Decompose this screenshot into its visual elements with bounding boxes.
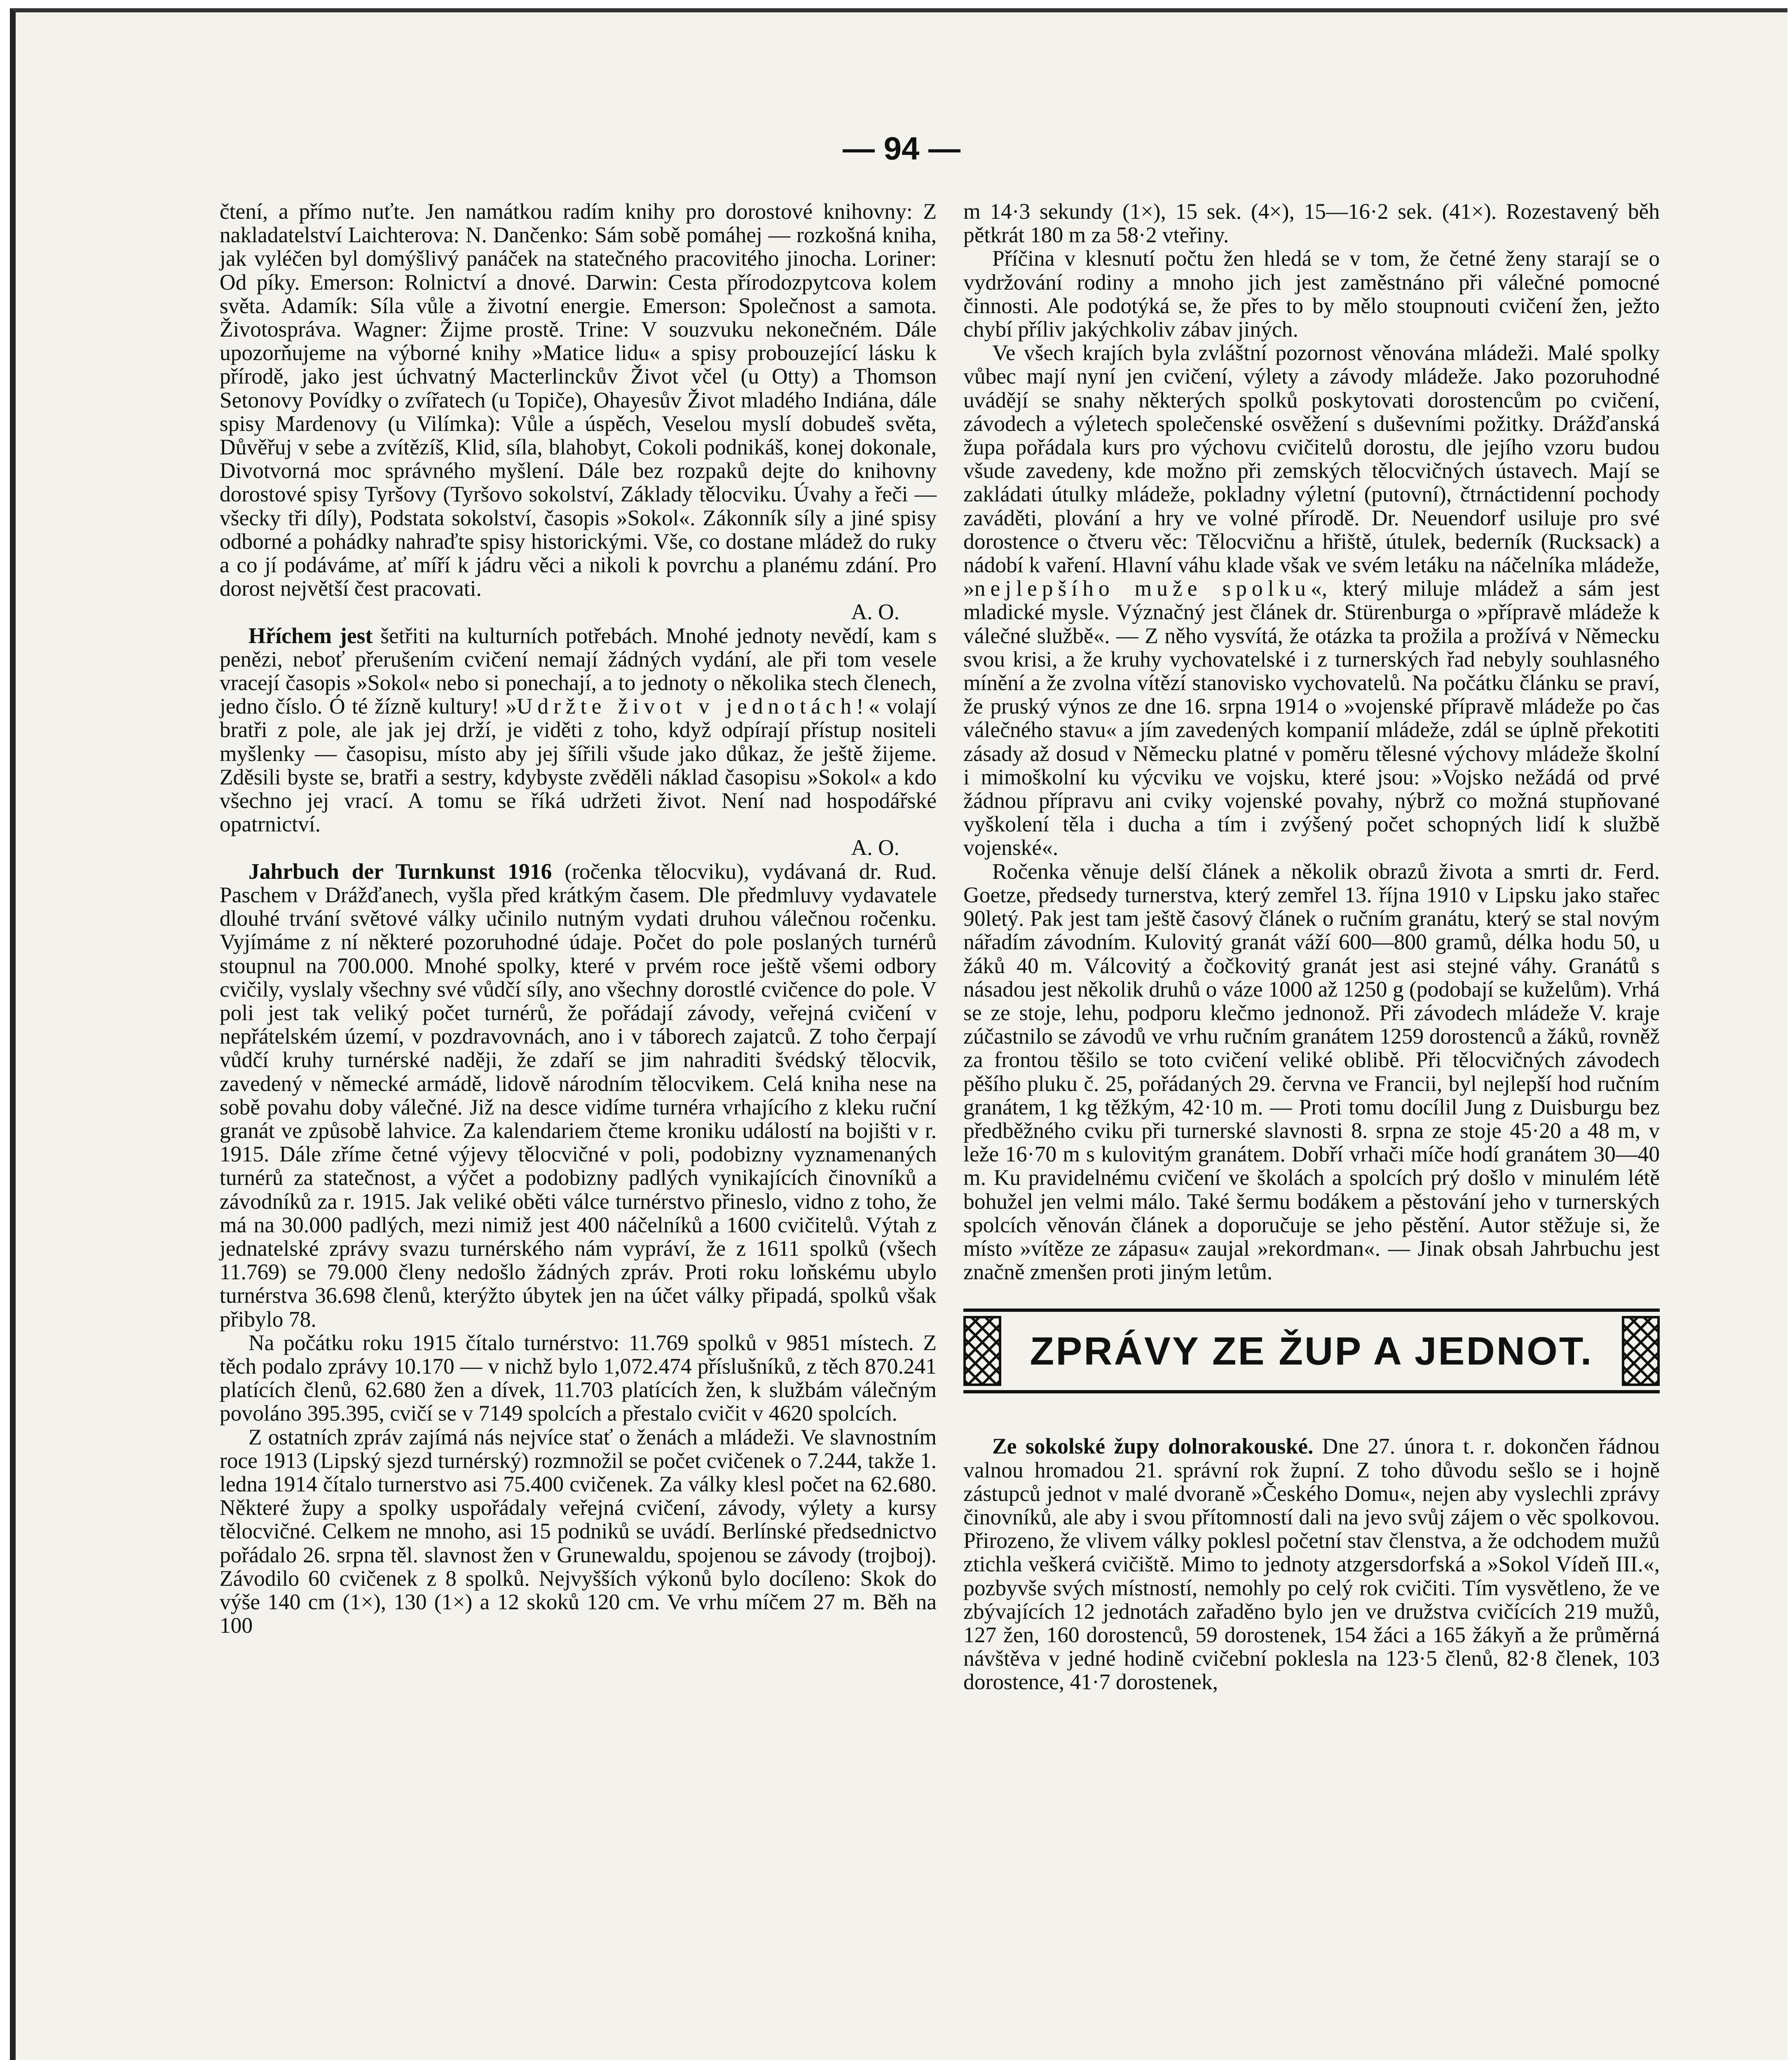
- paragraph-women-youth: Z ostatních zpráv zajímá nás nejvíce stať o ženách a mládeži. Ve slavnostním roce 1913 (Lipský sjezd turnérský) rozmnožil se počet cvičenek o 7.244, takže 1. ledna 1914 čítalo turnerstvo asi 75.400 cvičenek. Za války klesl počet na 62.680. Některé župy a spolky uspořádaly veřejná cvičení, závody, výlety a kursy tělocvičné. Celkem ne mnoho, asi 15 podniků se uvádí. Berlínské předsednictvo pořádalo 26. srpna těl. slavnost žen v Grunewaldu, spojenou se závody (trojboj). Závodilo 60 cvičenek z 8 spolků. Nejvyšších výkonů bylo docíleno: Skok do výše 140 cm (1×), 130 (1×) a 12 skoků 120 cm. Ve vrhu míčem 27 m. Běh na 100: [220, 1424, 937, 1638]
- paragraph-jahrbuch: [220, 860, 937, 1331]
- paragraph-text: « volají bratři z pole, ale jak jej drží, je viděti z toho, když odpírají přístup nositeli myšlenky — časopisu, místo aby jej šířili všude jako důkaz, že ještě žijeme. Zděsili byste se, bratři a sestry, kdybyste zvěděli náklad časopisu »Sokol« a kdo všechno jej vrací. A tomu se říká udržeti život. Není nad hospodářské opatrnictví.: [220, 694, 937, 837]
- lead-phrase: Jahrbuch der Turnkunst 1916: [248, 859, 552, 884]
- paragraph-text: (ročenka tělocviku), vydávaná dr. Rud. Paschem v Drážďanech, vyšla před krátkým časem. Dle předmluvy vydavatele dlouhé trvání světové války učinilo nutným vydati druhou válečnou ročenku. Vyjímáme z ní některé pozoruhodné údaje. Počet do pole poslaných turnérů stoupnul na 700.000. Mnohé spolky, které v prvém roce ještě všemi odbory cvičily, vyslaly všechny své vůdčí síly, ano všechny dorostlé cvičence do pole. V poli jest tak veliký počet turnérů, že pořádají závody, veřejná cvičení v nepřátelském území, v pozdravovnách, ano i v táborech zajatců. Z toho čerpají vůdčí kruhy turnérské naději, že zdaří se jim nahraditi švédský tělocvik, zavedený v německé armádě, lidově národním tělocvikem. Celá kniha nese na sobě povahu doby válečné. Již na desce vidíme turnéra vrhajícího z kleku ruční granát ve způsobě lahvice. Za kalendariem čteme kroniku událostí na bojišti v r. 1915. Dále zříme četné výjevy tělocvičné v poli, podobizny vyznamenaných turnérů za statečnost, a výčet a podobizny padlých vynikajících činovníků a závodníků za r. 1915. Jak veliké oběti válce turnérstvo přineslo, vidno z toho, že má na 30.000 padlých, mezi nimiž jest 400 náčelníků a 1600 cvičitelů. Výtah z jednatelské zprávy svazu turnérského nám vypráví, že z 1611 spolků (všech 11.769) se 79.000 členy nedošlo žádných zpráv. Proti roku loňskému ubylo turnérstva 36.698 členů, kterýžto úbytek jen na účet války připadá, spolků však přibylo 78.: [220, 859, 937, 1332]
- spaced-phrase: Udržte život v jednotách!: [516, 694, 869, 719]
- lead-phrase: Hříchem jest: [248, 623, 373, 648]
- right-column: [963, 200, 1660, 1694]
- paragraph-continuation: m 14·3 sekundy (1×), 15 sek. (4×), 15—16·2 sek. (41×). Rozestavený běh pětkrát 180 m za 58·2 vteřiny.: [963, 199, 1660, 248]
- paragraph-youth-attention: [963, 341, 1660, 859]
- ornament-right-icon: [1622, 1316, 1660, 1386]
- paragraph-statistics: Na počátku roku 1915 čítalo turnérstvo: 11.769 spolků v 9851 místech. Z těch podalo zprávy 10.170 — v nichž bylo 1,072.474 příslušníků, z těch 870.241 platících členů, 62.680 žen a dívek, 11.703 platících žen, k službám válečným povoláno 395.395, cvičí se v 7149 spolcích a přestalo cvičit v 4620 spolcích.: [220, 1330, 937, 1426]
- section-title: ZPRÁVY ZE ŽUP A JEDNOT.: [1030, 1329, 1593, 1373]
- paragraph-text: «, který miluje mládež a sám jest mladické mysle. Význačný jest článek dr. Stürenburga o »přípravě mládeže k válečné službě«. — Z něho vysvítá, že otázka ta prožila a prožívá v Německu svou krisi, a že kruhy vychovatelské i z turnerských řad nebyly souhlasného mínění a že zvolna vítězí stanovisko vychovatelů. Na počátku článku se praví, že pruský výnos ze dne 16. srpna 1914 o »vojenské přípravě mládeže po čas válečného stavu« a jím zavedených kompanií mládeže, zdál se úplně překotiti zásady až dosud v Německu platné v poměru tělesné výchovy mládeže školní i mimoškolní ku výcviku ve vojsku, které jsou: »Vojsko nežádá od prvé žádnou přípravu ani cviky vojenské povahy, nýbrž co možná stupňované vyškolení těla i ducha a tím i zvýšený počet schopných lidí k službě vojenské«.: [963, 576, 1660, 860]
- paragraph-text: Dne 27. února t. r. dokončen řádnou valnou hromadou 21. správní rok župní. Z toho důvodu sešlo se i hojně zástupců jednot v malé dvoraně »Českého Domu«, nejen aby vyslechli zprávy činovníků, ale aby i svou přítomností dali na jevo svůj zájem o věc spolkovou. Přirozeno, že vlivem války poklesl početní stav členstva, a že odchodem mužů ztichla veškerá cvičiště. Mimo to jednoty atzgersdorfská a »Sokol Vídeň III.«, pozbyvše svých místností, nemohly po celý rok cvičiti. Tím vysvětleno, že ve zbývajících 12 jednotách zařaděno bylo jen ve družstva cvičících 219 mužů, 127 žen, 160 dorostenců, 59 dorostenek, 154 žáci a 165 žákyň a že průměrná návštěva v jedné hodině cvičební poklesla na 123·5 členů, 82·8 členek, 103 dorostence, 41·7 dorostenek,: [963, 1434, 1660, 1695]
- signature: A. O.: [851, 599, 900, 625]
- lead-phrase: Ze sokolské župy dolnorakouské.: [992, 1434, 1314, 1459]
- paragraph-book-recommendations: čtení, a přímo nuťte. Jen namátkou radím knihy pro dorostové knihovny: Z nakladatelství Laichterova: N. Dančenko: Sám sobě pomáhej — rozkošná kniha, jak vyléčen byl domýšlivý panáček na statečného pracovitého jinocha. Loriner: Od píky. Emerson: Rolnictví a dnové. Darwin: Cesta přírodozpytcova kolem světa. Adamík: Síla vůle a životní energie. Emerson: Společnost a samota. Životospráva. Wagner: Žijme prostě. Trine: V souzvuku nekonečném. Dále upozorňujeme na výborné knihy »Matice lidu« a spisy probouzející lásku k přírodě, jako jest úchvatný Macterlinckův Život včel (u Otty) a Thomson Setonovy Povídky o zvířatech (u Topiče), Ohayesův Život mladého Indiána, dále spisy Mardenovy (u Vilímka): Vůle a úspěch, Veselou myslí dobudeš světa, Důvěřuj v sebe a zvítězíš, Klid, síla, blahobyt, Cokoli podnikáš, konej dokonale, Divotvorná moc správného myšlení. Dále bez rozpaků dejte do knihovny dorostové spisy Tyršovy (Tyršovo sokolství, Základy tělocviku. Úvahy a řeči — všecky tři díly), Podstata sokolství, časopis »Sokol«. Zákonník síly a jiné spisy odborné a pohádky nahraďte spisy historickými. Vše, co dostane mládež do ruky a co jí podáváme, ať míří k jádru věci a nikoli k povrchu a planému zdání. Pro dorost největší čest pracovati.: [220, 199, 937, 601]
- page-number: — 94 —: [842, 130, 961, 166]
- paragraph-women-decline: Příčina v klesnutí počtu žen hledá se v tom, že četné ženy starají se o vydržování rodiny a mnoho jich jest zaměstnáno při válečné pomocné činnosti. Ale podotýká se, že přes to by mělo stoupnouti cvičení žen, ježto chybí příliv jakýchkoliv zábav jiných.: [963, 246, 1660, 342]
- page-sheet: [10, 8, 1787, 2060]
- paragraph-text: šetřiti na kulturních potřebách. Mnohé jednoty nevědí, kam s penězi, neboť přerušením cvičení nemají žádných vydání, ale při tom vesele vracejí časopis »Sokol« nebo si ponechají, a to jednoty o několika stech členech, jedno číslo. Ó té žízně kultury! »: [220, 623, 937, 719]
- paragraph-zupa-report: [963, 1435, 1660, 1694]
- paragraph-hrichem: [220, 624, 937, 836]
- section-banner: [963, 1309, 1660, 1393]
- left-column: [220, 200, 937, 1637]
- signature: A. O.: [851, 835, 900, 860]
- ornament-left-icon: [963, 1316, 1001, 1386]
- paragraph-text: Ve všech krajích byla zvláštní pozornost věnována mládeži. Malé spolky vůbec mají nyní jen cvičení, výlety a závody mládeže. Jako pozoruhodné uvádějí se snahy některých spolků poskytovati dorostencům po cvičení, závodech a výletech společenské osvěžení s duševními požitky. Drážďanská župa pořádala kurs pro výchovu cvičitelů dorostu, dle jejího vzoru budou všude zavedeny, kde možno při zemských tělocvičných ústavech. Mají se zakládati útulky mládeže, pokladny výletní (putovní), čtrnáctidenní pochody zaváděti, plování a hry ve volné přírodě. Dr. Neuendorf usiluje pro své dorostence o čtveru věc: Tělocvičnu a hřiště, útulek, bederník (Rucksack) a nádobí k vaření. Hlavní váhu klade však ve svém letáku na náčelníka mládeže, »: [963, 340, 1660, 601]
- spaced-phrase: nejlepšího muže spolku: [974, 576, 1311, 601]
- paragraph-grenade: Ročenka věnuje delší článek a několik obrazů života a smrti dr. Ferd. Goetze, předsedy turnerstva, který zemřel 13. října 1910 v Lipsku jako stařec 90letý. Pak jest tam ještě časový článek o ručním granátu, který se stal novým nářadím závodním. Kulovitý granát váží 600—800 gramů, délka hodu 50, u žáků 40 m. Válcovitý a čočkovitý granát jest asi stejné váhy. Granátů s násadou jest několik druhů o váze 1000 až 1250 g (podobají se kuželům). Vrhá se ze stoje, lehu, podporu klečmo jednonož. Při závodech mládeže V. kraje zúčastnilo se závodů ve vrhu ručním granátem 1259 dorostenců a žáků, rovněž za frontou těšilo se toto cvičení veliké oblibě. Při tělocvičných závodech pěšího pluku č. 25, pořádaných 29. června ve Francii, byl nejlepší hod ručním granátem, 1 kg těžkým, 42·10 m. — Proti tomu docílil Jung z Duisburgu bez předběžného cviku při turnerské slavnosti 8. srpna ze stoje 45·20 a 48 m, v leže 16·70 m s kulovitým granátem. Dobří vrhači míče hodí granátem 30—40 m. Ku pravidelnému cvičení ve školách a spolcích prý došlo v minulém létě bohužel jen velmi málo. Také šermu bodákem a pěstování jeho v turnerských spolcích věnován článek a doporučuje se jeho pěstění. Autor stěžuje si, že místo »vítěze ze zápasu« zaujal »rekordman«. — Jinak obsah Jahrbuchu jest značně zmenšen proti jiným letům.: [963, 859, 1660, 1285]
